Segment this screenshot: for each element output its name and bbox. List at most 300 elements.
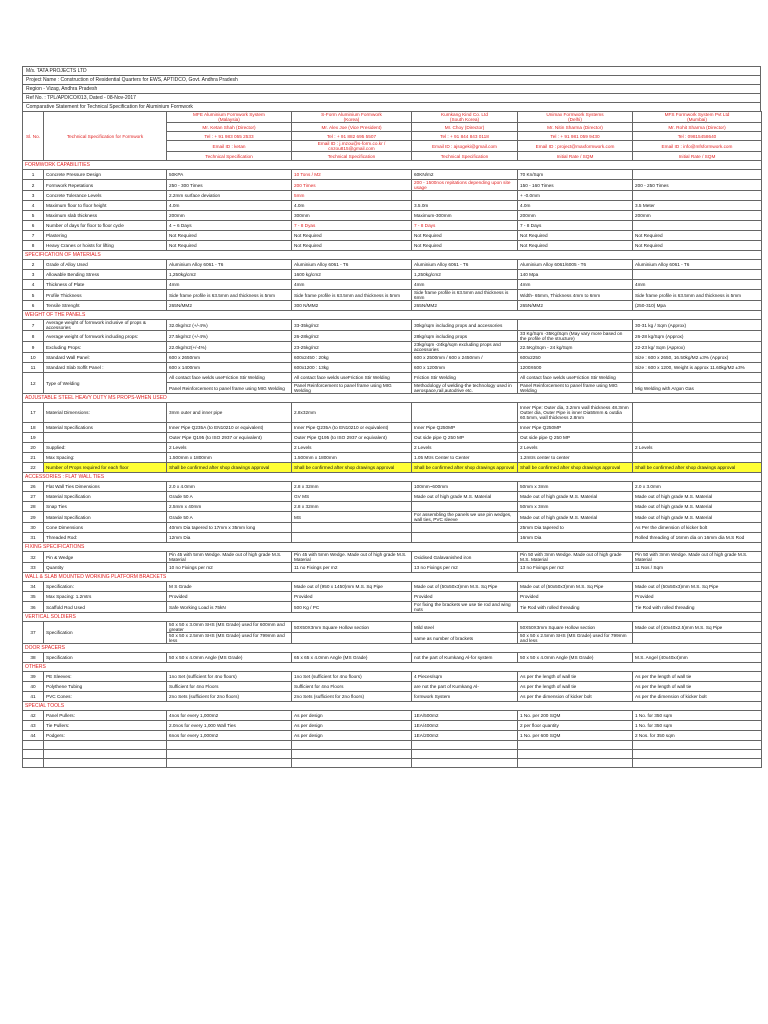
vendor-header-cell[interactable] — [518, 112, 633, 123]
vendor-value[interactable] — [412, 191, 518, 201]
vendor-value[interactable]: 200 Times — [292, 180, 412, 191]
vendor-value[interactable]: 16mm Dia — [518, 533, 633, 543]
row-number[interactable]: 34 — [23, 582, 44, 592]
vendor-value[interactable]: Tie Rod with rolled threading — [633, 602, 762, 613]
spec-label[interactable]: Supplied: — [44, 443, 167, 453]
spec-label[interactable]: Tie Pullers: — [44, 721, 167, 731]
vendor-value[interactable]: Sufficient for 4no Floors — [292, 682, 412, 692]
vendor-value[interactable]: Not Required — [633, 231, 762, 241]
vendor-value[interactable]: Not Required — [412, 231, 518, 241]
vendor-value[interactable]: M.S. Angel (40x40x4)mm — [633, 653, 762, 663]
vendor-value[interactable]: As per the length of wall tie — [518, 682, 633, 692]
vendor-value[interactable]: 300 N/MM2 — [292, 301, 412, 311]
vendor-header-cell[interactable] — [167, 112, 292, 123]
vendor-value[interactable]: As per the dimension of kicker bolt — [518, 692, 633, 702]
vendor-value[interactable] — [633, 633, 762, 644]
vendor-header-cell[interactable] — [292, 112, 412, 123]
section-heading[interactable]: SPECIAL TOOLS — [23, 702, 762, 711]
vendor-value[interactable]: 265N/MM2 — [167, 301, 292, 311]
vendor-value[interactable]: As per design — [292, 721, 412, 731]
row-number[interactable]: 3 — [23, 191, 44, 201]
vendor-value[interactable]: 22.0kg/m2(+/-4%) — [167, 342, 292, 353]
vendor-value[interactable] — [412, 523, 518, 533]
vendor-value[interactable]: Methodology of welding-the technology used in aerospace,rail,autodrive etc. — [412, 383, 518, 394]
vendor-value[interactable]: 1,250kg/cm2 — [167, 270, 292, 280]
vendor-value[interactable]: Maximum-300mm — [412, 211, 518, 221]
vendor-value[interactable]: Made out of (40x40x2.5)mm M.S. Sq Pipe — [633, 622, 762, 633]
vendor-value[interactable]: Tie Rod with rolled threading — [518, 602, 633, 613]
spec-label[interactable]: Standard Wall Panel: — [44, 353, 167, 363]
spec-label[interactable]: Number of days for floor to floor cycle — [44, 221, 167, 231]
row-number[interactable]: 40 — [23, 682, 44, 692]
vendor-value[interactable]: 1 No. for 350 sqm — [633, 711, 762, 721]
vendor-value[interactable]: Grade 50 A — [167, 512, 292, 523]
vendor-value[interactable]: Made out of (50x50x3)mm M.S. Sq Pipe — [633, 582, 762, 592]
vendor-value[interactable]: 200mm — [633, 211, 762, 221]
vendor-value[interactable]: As per the length of wall tie — [633, 672, 762, 682]
spec-label[interactable]: Concrete Pressure Design — [44, 170, 167, 180]
vendor-value[interactable]: 5mm — [292, 191, 412, 201]
row-number[interactable]: 12 — [23, 373, 44, 394]
vendor-value[interactable]: For fixing the brackets we use tie rod and wing nuts — [412, 602, 518, 613]
vendor-value[interactable]: Not Required — [167, 231, 292, 241]
vendor-header-cell[interactable]: Email ID : ketan — [167, 141, 292, 152]
vendor-value[interactable]: Grade 50 A — [167, 492, 292, 502]
vendor-value[interactable]: 50X50X3mm Square Hollow section — [518, 622, 633, 633]
vendor-value[interactable]: 4 ~ 6 Days — [167, 221, 292, 231]
vendor-header-cell[interactable]: Mr. Choy (Director) — [412, 123, 518, 132]
vendor-header-cell[interactable]: Technical Specification — [292, 152, 412, 161]
spec-header[interactable]: Technical Specification for Formwork — [44, 112, 167, 161]
vendor-value[interactable]: 1.500mm x 1800mm — [292, 453, 412, 463]
vendor-value[interactable]: 2 Levels — [518, 443, 633, 453]
spec-label[interactable]: Standard Slab Soffit Panel : — [44, 363, 167, 373]
section-heading[interactable]: ADJUSTABLE STEEL HEAVY DUTY MS PROPS-WHEN USED — [23, 394, 762, 403]
spec-label[interactable]: Average weight of formwork inclusive of props & accessories — [44, 320, 167, 331]
blank-cell[interactable] — [292, 741, 412, 750]
vendor-value[interactable]: 2.8x32mm — [292, 403, 412, 423]
vendor-value[interactable]: Panel Reinforcement to panel frame using MIG Welding — [518, 383, 633, 394]
vendor-name[interactable]: MFS Formwork System Pvt Ltd — [664, 112, 730, 117]
spec-label[interactable]: Specification — [44, 622, 167, 644]
row-number[interactable]: 32 — [23, 552, 44, 563]
vendor-value[interactable]: 25mm Dia tapered to — [518, 523, 633, 533]
vendor-value[interactable]: Provided — [518, 592, 633, 602]
header-line[interactable]: Comparative Statement for Technical Specification for Aluminium Formwork — [22, 102, 761, 111]
vendor-value[interactable]: 600 x 2500mm / 600 x 2450mm / — [412, 353, 518, 363]
vendor-value[interactable]: 1EA/400m2 — [412, 721, 518, 731]
section-heading[interactable]: OTHERS — [23, 663, 762, 672]
row-number[interactable]: 17 — [23, 403, 44, 423]
vendor-name[interactable]: Kumkang Kind Co. Ltd — [441, 112, 488, 117]
vendor-value[interactable]: Shall be confirmed after shop drawings approval — [412, 463, 518, 473]
blank-cell[interactable] — [292, 759, 412, 768]
vendor-value[interactable]: 33-35kg/m2 — [292, 320, 412, 331]
row-number[interactable]: 29 — [23, 512, 44, 523]
vendor-value[interactable]: 65 x 65 x 4.0mm Angle (MS Grade) — [292, 653, 412, 663]
spec-label[interactable]: Type of Welding — [44, 373, 167, 394]
spec-label[interactable]: Number of Props required for each floor — [44, 463, 167, 473]
spec-label[interactable]: Polythene Tubing — [44, 682, 167, 692]
row-number[interactable]: 8 — [23, 241, 44, 251]
vendor-value[interactable]: Shall be confirmed after shop drawings approval — [167, 463, 292, 473]
vendor-value[interactable]: Provided — [167, 592, 292, 602]
vendor-value[interactable]: 2.0 x 3.0mm — [633, 482, 762, 492]
vendor-value[interactable]: 1600 kg/cm2 — [292, 270, 412, 280]
spec-label[interactable]: Tensile Strenght — [44, 301, 167, 311]
vendor-value[interactable]: 7 - 8 Dyas — [292, 221, 412, 231]
row-number[interactable]: 26 — [23, 482, 44, 492]
spec-label[interactable]: Scaffold Rod Used — [44, 602, 167, 613]
spec-label[interactable]: Concrete Tolerance Levels — [44, 191, 167, 201]
vendor-value[interactable]: 100mm~600mm — [412, 482, 518, 492]
vendor-value[interactable]: 200 - 250 Times — [633, 180, 762, 191]
spec-label[interactable]: Max Spacing: 1.2mtrs — [44, 592, 167, 602]
vendor-header-cell[interactable]: Tel : + 91 844 843 0118 — [412, 132, 518, 141]
vendor-value[interactable]: 600 x 1200mm — [412, 363, 518, 373]
blank-cell[interactable] — [44, 750, 167, 759]
spec-label[interactable]: Podgers: — [44, 731, 167, 741]
vendor-value[interactable]: 2.0nos for every 1,000 Wall Ties — [167, 721, 292, 731]
row-number[interactable]: 3 — [23, 270, 44, 280]
vendor-value[interactable]: Pin 50 with 3mm Wedge. Made out of high grade M.S. Material — [518, 552, 633, 563]
vendor-value[interactable] — [633, 221, 762, 231]
spec-label[interactable]: Allowable Bending Stress — [44, 270, 167, 280]
spec-label[interactable]: Maximum slab thickness — [44, 211, 167, 221]
spec-label[interactable]: Average weight of formwork including props: — [44, 331, 167, 342]
vendor-value[interactable]: As per the dimension of kicker bolt — [633, 692, 762, 702]
vendor-value[interactable]: Outer Pipe Q195 (to ISO 2937 or equivalent) — [292, 433, 412, 443]
vendor-value[interactable]: Aluminium Alloy 6061 - T6 — [167, 260, 292, 270]
vendor-value[interactable]: 1 No. for 350 sqm — [633, 721, 762, 731]
vendor-value[interactable]: Made out of high grade M.S. Material — [633, 512, 762, 523]
spec-label[interactable]: Quantity — [44, 563, 167, 573]
vendor-value[interactable]: 140 Mpa — [518, 270, 633, 280]
row-number[interactable]: 37 — [23, 622, 44, 644]
vendor-value[interactable]: Size : 600 x 2650, 16.50kg/M2 ±3% (Approx) — [633, 353, 762, 363]
section-heading[interactable]: ACCESSORIES : FLAT WALL TIES — [23, 473, 762, 482]
vendor-value[interactable]: are not the part of Kumkang Al- — [412, 682, 518, 692]
vendor-value[interactable]: 50mm x 3mm — [518, 482, 633, 492]
vendor-value[interactable]: Not Required — [292, 241, 412, 251]
blank-cell[interactable] — [44, 741, 167, 750]
vendor-value[interactable]: 4mm — [633, 280, 762, 290]
vendor-value[interactable]: 265N/MM2 — [518, 301, 633, 311]
vendor-value[interactable]: 600 x 1400mm — [167, 363, 292, 373]
vendor-value[interactable]: 4.0m — [167, 201, 292, 211]
section-heading[interactable]: FORMWORK CAPABILITIES — [23, 161, 762, 170]
vendor-header-cell[interactable]: Tel : + 91 981 059 9430 — [518, 132, 633, 141]
vendor-value[interactable]: Side frame profile is 63.5mm and thickness is 5mm — [167, 290, 292, 301]
vendor-value[interactable]: 1EA/200m2 — [412, 731, 518, 741]
vendor-value[interactable]: 7 - 8 Days — [412, 221, 518, 231]
vendor-value[interactable]: 23-25kg/m2 — [292, 342, 412, 353]
vendor-value[interactable] — [633, 170, 762, 180]
vendor-header-cell[interactable]: Technical Specification — [412, 152, 518, 161]
vendor-value[interactable]: 1.2mtrs center to center — [518, 453, 633, 463]
row-number[interactable]: 43 — [23, 721, 44, 731]
vendor-value[interactable]: Safe Working Load is 75kN — [167, 602, 292, 613]
spec-label[interactable]: Grade of Alloy Used — [44, 260, 167, 270]
vendor-value[interactable]: 23kg/sqm -24kg/sqm excluding props and accessories — [412, 342, 518, 353]
vendor-value[interactable]: Shall be confirmed after shop drawings approval — [633, 463, 762, 473]
vendor-header-cell[interactable]: Initial Rate / SQM — [518, 152, 633, 161]
vendor-value[interactable]: 50KPA — [167, 170, 292, 180]
vendor-value[interactable]: + -0.0mm — [518, 191, 633, 201]
row-number[interactable]: 7 — [23, 231, 44, 241]
vendor-value[interactable]: As Per the dimension of kicker bolt — [633, 523, 762, 533]
vendor-value[interactable]: Width- 65mm, Thickness 4mm to 6mm — [518, 290, 633, 301]
vendor-value[interactable]: 60KN/m2 — [412, 170, 518, 180]
vendor-value[interactable]: Not Required — [518, 241, 633, 251]
vendor-value[interactable]: Rolled threading of 16mm dia on 16mm dia M.S Rod — [633, 533, 762, 543]
spec-label[interactable]: Material Specification — [44, 492, 167, 502]
vendor-value[interactable]: Out side pipe Q 250 MP — [518, 433, 633, 443]
vendor-value[interactable]: 250 - 300 Times — [167, 180, 292, 191]
vendor-value[interactable]: Not Required — [292, 231, 412, 241]
vendor-value[interactable]: All contact face welds useFriction Stir Welding — [292, 373, 412, 383]
vendor-value[interactable]: All contact face welds useFriction Stir Welding — [167, 373, 292, 383]
vendor-header-cell[interactable]: Tel : 09815458640 — [633, 132, 762, 141]
vendor-value[interactable]: Made out of high grade M.S. Material — [412, 492, 518, 502]
vendor-header-cell[interactable]: Mr. Nitin Sharma (Director) — [518, 123, 633, 132]
vendor-value[interactable]: 27.5kg/m2 (+/-4%) — [167, 331, 292, 342]
vendor-value[interactable]: 2.0 x 4.0mm — [167, 482, 292, 492]
spec-label[interactable]: Pin & Wedge — [44, 552, 167, 563]
vendor-value[interactable]: Not Required — [167, 241, 292, 251]
vendor-value[interactable]: Side frame profile is 63.5mm and thickness is 6mm — [412, 290, 518, 301]
blank-cell[interactable] — [518, 759, 633, 768]
vendor-value[interactable]: 50 x 50 x 4.0mm Angle (MS Grade) — [518, 653, 633, 663]
row-number[interactable]: 41 — [23, 692, 44, 702]
vendor-value[interactable]: 200mm — [167, 211, 292, 221]
vendor-value[interactable]: 26-28kg/m2 — [292, 331, 412, 342]
row-number[interactable]: 7 — [23, 320, 44, 331]
vendor-value[interactable]: As per the length of wall tie — [633, 682, 762, 692]
vendor-value[interactable]: Provided — [412, 592, 518, 602]
vendor-value[interactable]: 2.2mm surface deviation — [167, 191, 292, 201]
row-number[interactable]: 20 — [23, 443, 44, 453]
row-number[interactable]: 36 — [23, 602, 44, 613]
vendor-value[interactable]: 22.5Kg/Sqm - 24 kg/Sqm — [518, 342, 633, 353]
vendor-value[interactable]: Made out of (50x50x3)mm M.S. Sq Pipe — [518, 582, 633, 592]
vendor-value[interactable]: 4.0m — [292, 201, 412, 211]
vendor-country[interactable]: (Mumbai) — [687, 117, 707, 122]
vendor-value[interactable]: Oxidised Galavanished iron — [412, 552, 518, 563]
vendor-value[interactable]: As per design — [292, 731, 412, 741]
vendor-value[interactable]: 11 Nos / Sqm — [633, 563, 762, 573]
row-number[interactable]: 6 — [23, 221, 44, 231]
vendor-value[interactable]: 4mm — [412, 280, 518, 290]
vendor-value[interactable]: Out side pipe Q 250 MP — [412, 433, 518, 443]
vendor-value[interactable] — [518, 320, 633, 331]
vendor-value[interactable]: 4mm — [292, 280, 412, 290]
header-line[interactable]: Ref No. : TPL/APDICO/013, Dated - 08-Nov-2017 — [22, 93, 761, 102]
vendor-value[interactable]: M S Grade — [167, 582, 292, 592]
blank-cell[interactable] — [23, 750, 44, 759]
vendor-value[interactable]: Panel Reinforcement to panel frame using MIG Welding — [292, 383, 412, 394]
row-number[interactable]: 33 — [23, 563, 44, 573]
vendor-header-cell[interactable]: Email ID : ajsogeki@gmail.com — [412, 141, 518, 152]
row-number[interactable]: 2 — [23, 260, 44, 270]
vendor-header-cell[interactable] — [412, 112, 518, 123]
blank-cell[interactable] — [633, 741, 762, 750]
vendor-value[interactable]: 600x1200 : 13kg — [292, 363, 412, 373]
row-number[interactable]: 4 — [23, 280, 44, 290]
vendor-value[interactable]: For assembling the panels we use pin wedges, wall ties, PVC sleeve — [412, 512, 518, 523]
row-number[interactable]: 11 — [23, 363, 44, 373]
row-number[interactable]: 18 — [23, 423, 44, 433]
vendor-value[interactable]: 30kg/sqm including props and accessories — [412, 320, 518, 331]
vendor-value[interactable]: 4.0m — [518, 201, 633, 211]
row-number[interactable]: 5 — [23, 211, 44, 221]
vendor-header-cell[interactable]: Tel : + 91 983 055 2533 — [167, 132, 292, 141]
vendor-value[interactable]: Made out of high grade M.S. Material — [633, 502, 762, 512]
vendor-value[interactable]: Inner Pipe: Outer dia, 3.2mm wall thickness 48.3mm Outter dia, Outer Pipe is inner Dia55mm & outdia 60.5mm, wall thickness 2.8mm — [518, 403, 633, 423]
row-number[interactable]: 28 — [23, 502, 44, 512]
row-number[interactable]: 8 — [23, 331, 44, 342]
header-line[interactable]: Region - Vizag, Andhra Pradesh — [22, 84, 761, 93]
section-heading[interactable]: WEIGHT OF THE PANELS — [23, 311, 762, 320]
blank-cell[interactable] — [167, 741, 292, 750]
vendor-value[interactable]: 4mm — [167, 280, 292, 290]
vendor-value[interactable]: Mig Welding with Argon Gas — [633, 383, 762, 394]
spec-label[interactable]: Material Dimensions: — [44, 403, 167, 423]
vendor-value[interactable]: 1EA/500m2 — [412, 711, 518, 721]
vendor-header-cell[interactable]: Email ID : info@mfsformwork.com — [633, 141, 762, 152]
vendor-value[interactable]: Aluminium Alloy 6061 - T6 — [292, 260, 412, 270]
spec-label[interactable]: Profile Thickness — [44, 290, 167, 301]
vendor-value[interactable]: 3mm outer and inner pipe — [167, 403, 292, 423]
spec-label[interactable]: Specification: — [44, 582, 167, 592]
vendor-value[interactable]: 50 x 50 x 4.0mm Angle (MS Grade) — [167, 653, 292, 663]
vendor-value[interactable]: Outer Pipe Q195 (to ISO 2937 or equivalent) — [167, 433, 292, 443]
vendor-value[interactable]: Shall be confirmed after shop drawings approval — [292, 463, 412, 473]
vendor-value[interactable]: GV MS — [292, 492, 412, 502]
row-number[interactable]: 2 — [23, 180, 44, 191]
vendor-value[interactable]: 1 No. per 600 SQM — [518, 731, 633, 741]
vendor-value[interactable]: 10 no Fixings per m2 — [167, 563, 292, 573]
blank-cell[interactable] — [167, 759, 292, 768]
row-number[interactable]: 31 — [23, 533, 44, 543]
vendor-value[interactable]: 600x2450 : 20kg — [292, 353, 412, 363]
vendor-name[interactable]: S-Form Aluminium Formwork — [321, 112, 382, 117]
vendor-value[interactable]: 6nos for every 1,000m2 — [167, 731, 292, 741]
vendor-header-cell[interactable]: Mr. Ketan Shah (Director) — [167, 123, 292, 132]
vendor-header-cell[interactable]: Technical Specification — [167, 152, 292, 161]
vendor-value[interactable]: 40mm Dia tapered to 17mm x 35mm long — [167, 523, 292, 533]
vendor-value[interactable]: All contact face welds useFriction Stir Welding — [518, 373, 633, 383]
vendor-value[interactable] — [292, 633, 412, 644]
spec-label[interactable]: Material Specifications — [44, 423, 167, 433]
row-number[interactable]: 9 — [23, 342, 44, 353]
vendor-value[interactable]: Aluminium Alloy 6061 - T6 — [633, 260, 762, 270]
spec-label[interactable] — [44, 433, 167, 443]
vendor-value[interactable]: Inner Pipe Q235A (to EN10210 or equivalent) — [167, 423, 292, 433]
vendor-value[interactable]: Aluminium Alloy 6061/6005 - T6 — [518, 260, 633, 270]
vendor-value[interactable]: 1no Set (sufficient for 4no floors) — [292, 672, 412, 682]
spec-label[interactable]: Material Specification — [44, 512, 167, 523]
vendor-value[interactable]: Made out of (950 x 1450)mm M.S. Sq Pipe — [292, 582, 412, 592]
spec-label[interactable]: Threaded Rod: — [44, 533, 167, 543]
spec-label[interactable]: Formwork Repetations — [44, 180, 167, 191]
blank-cell[interactable] — [23, 759, 44, 768]
vendor-value[interactable]: 2 per floor quantity — [518, 721, 633, 731]
row-number[interactable]: 30 — [23, 523, 44, 533]
vendor-value[interactable]: 2 Levels — [167, 443, 292, 453]
vendor-value[interactable]: 50mm x 3mm — [518, 502, 633, 512]
vendor-value[interactable]: 1.500mm x 1800mm — [167, 453, 292, 463]
vendor-value[interactable]: 200mm — [518, 211, 633, 221]
section-heading[interactable]: WALL & SLAB MOUNTED WORKING PLATFORM BRACKETS — [23, 573, 762, 582]
vendor-value[interactable]: 13 no Fixings per m2 — [518, 563, 633, 573]
vendor-value[interactable]: 1,250kg/cm2 — [412, 270, 518, 280]
vendor-value[interactable]: 32.0kg/m2 (+/-4%) — [167, 320, 292, 331]
vendor-value[interactable]: MS — [292, 512, 412, 523]
vendor-value[interactable]: 26-28 kg/Sqm (Approx) — [633, 331, 762, 342]
vendor-value[interactable]: 7 - 8 Days — [518, 221, 633, 231]
row-number[interactable]: 39 — [23, 672, 44, 682]
vendor-value[interactable]: Pin 45 with 5mm Wedge. Made out of high grade M.S. Material — [167, 552, 292, 563]
vendor-value[interactable]: Pin 50 with 3mm Wedge. Made out of high grade M.S. Material — [633, 552, 762, 563]
vendor-value[interactable]: 2 Levels — [633, 443, 762, 453]
vendor-value[interactable]: 150 - 160 Times — [518, 180, 633, 191]
vendor-value[interactable]: 1no Set (sufficient for 4no floors) — [167, 672, 292, 682]
blank-cell[interactable] — [167, 750, 292, 759]
vendor-value[interactable]: not the part of Kumkang Al-for system — [412, 653, 518, 663]
vendor-value[interactable]: Shall be confirmed after shop drawings approval — [518, 463, 633, 473]
vendor-value[interactable]: formwork System — [412, 692, 518, 702]
blank-cell[interactable] — [412, 741, 518, 750]
vendor-header-cell[interactable]: Mr. Rohit Sharma (Director) — [633, 123, 762, 132]
spec-label[interactable]: Specification — [44, 653, 167, 663]
vendor-value[interactable] — [633, 453, 762, 463]
section-heading[interactable]: FIXING SPECIFICATIONS — [23, 543, 762, 552]
vendor-value[interactable]: As per the length of wall tie — [518, 672, 633, 682]
vendor-value[interactable]: 2.8 x 32mm — [292, 502, 412, 512]
section-heading[interactable]: DOOR SPACERS — [23, 644, 762, 653]
vendor-value[interactable]: Not Required — [412, 241, 518, 251]
vendor-value[interactable]: 600x2250 — [518, 353, 633, 363]
vendor-value[interactable]: Made out of high grade M.S. Material — [518, 512, 633, 523]
vendor-value[interactable]: 500 Kg / PC — [292, 602, 412, 613]
vendor-value[interactable]: 50 x 50 x 3.0mm SHS (MS Grade) used for 600mm and greater — [167, 622, 292, 633]
blank-cell[interactable] — [44, 759, 167, 768]
spec-label[interactable]: Snap Ties — [44, 502, 167, 512]
vendor-header-cell[interactable]: Initial Rate / SQM — [633, 152, 762, 161]
vendor-value[interactable]: Made out of high grade M.S. Material — [633, 492, 762, 502]
vendor-value[interactable]: Pin 45 with 5mm Wedge. Made out of high grade M.S. Material — [292, 552, 412, 563]
vendor-value[interactable]: 50 x 50 x 2.5mm SHS (MS Grade) used for 799mm and less — [167, 633, 292, 644]
vendor-value[interactable]: 3.5.0m — [412, 201, 518, 211]
vendor-value[interactable]: (250-310) Mpa — [633, 301, 762, 311]
vendor-value[interactable]: Side frame profile is 63.5mm and thickness is 5mm — [633, 290, 762, 301]
vendor-value[interactable]: 3.5 Meter — [633, 201, 762, 211]
row-number[interactable]: 5 — [23, 290, 44, 301]
vendor-value[interactable]: 1200X600 — [518, 363, 633, 373]
vendor-value[interactable]: 600 x 2650mm — [167, 353, 292, 363]
blank-cell[interactable] — [518, 741, 633, 750]
vendor-value[interactable]: 2no Sets (sufficient for 2no floors) — [292, 692, 412, 702]
blank-cell[interactable] — [292, 750, 412, 759]
spec-label[interactable]: Thickness of Plate — [44, 280, 167, 290]
row-number[interactable]: 21 — [23, 453, 44, 463]
blank-cell[interactable] — [412, 759, 518, 768]
vendor-value[interactable]: same as number of brackets — [412, 633, 518, 644]
row-number[interactable]: 44 — [23, 731, 44, 741]
spec-label[interactable]: Cone Dimensions — [44, 523, 167, 533]
vendor-value[interactable] — [633, 270, 762, 280]
